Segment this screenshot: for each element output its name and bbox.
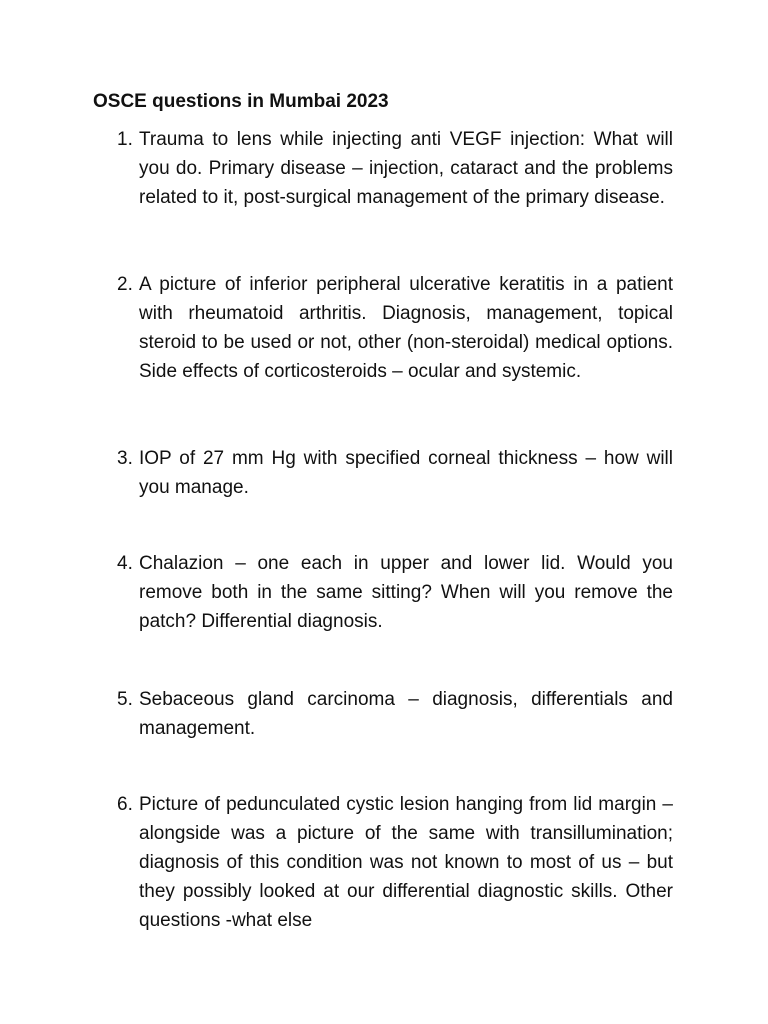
question-text: Picture of pedunculated cystic lesion hanging from lid margin – alongside was a picture of the same with transillumination; diagnosis of this condition was not known to most of us – but they possibly looked at our differential diagnostic skills. Other questions -what else (139, 794, 673, 931)
question-item (117, 549, 673, 636)
question-number: 2. (117, 274, 133, 295)
question-item (117, 270, 673, 386)
question-text: Chalazion – one each in upper and lower lid. Would you remove both in the same sitting? When will you remove the patch? Differential diagnosis. (139, 553, 673, 632)
question-number: 5. (117, 689, 133, 710)
question-item (117, 685, 673, 743)
document-title: OSCE questions in Mumbai 2023 (93, 91, 389, 112)
question-text: IOP of 27 mm Hg with specified corneal thickness – how will you manage. (139, 448, 673, 498)
question-item (117, 444, 673, 502)
question-text: Sebaceous gland carcinoma – diagnosis, differentials and management. (139, 689, 673, 739)
question-text: A picture of inferior peripheral ulcerative keratitis in a patient with rheumatoid arthritis. Diagnosis, management, topical steroid to be used or not, other (non-steroidal) medical options. Side effects of corticosteroids – ocular and systemic. (139, 274, 673, 382)
question-number: 1. (117, 129, 133, 150)
question-number: 3. (117, 448, 133, 469)
question-number: 6. (117, 794, 133, 815)
question-item (117, 790, 673, 935)
question-text: Trauma to lens while injecting anti VEGF injection: What will you do. Primary disease – injection, cataract and the problems related to it, post-surgical management of the primary disease. (139, 129, 673, 208)
question-item (117, 125, 673, 212)
question-number: 4. (117, 553, 133, 574)
